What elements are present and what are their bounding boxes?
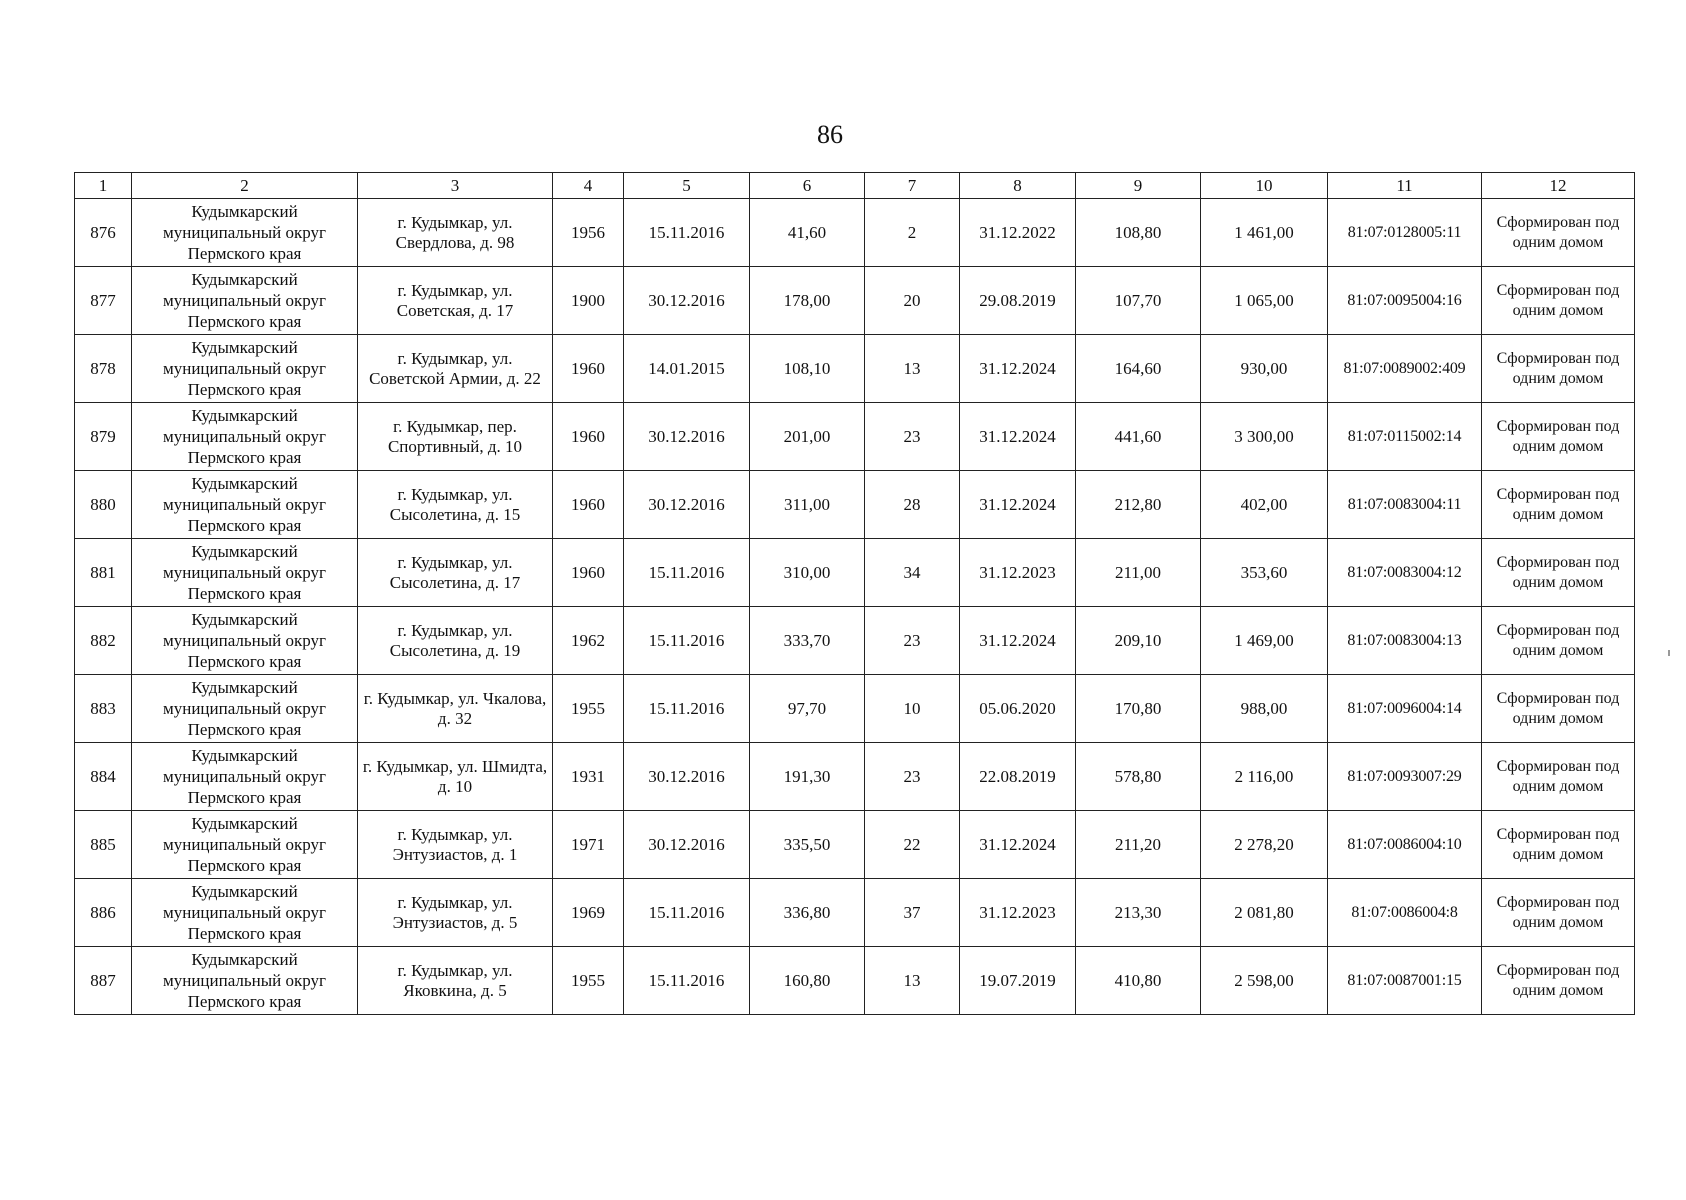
area-cell: 108,10 (750, 335, 865, 403)
value-cell-10: 3 300,00 (1201, 403, 1328, 471)
recognition-date-cell: 30.12.2016 (624, 267, 750, 335)
table-row (75, 743, 1635, 811)
column-number-cell: 11 (1328, 173, 1482, 199)
cadastral-number-cell: 81:07:0096004:14 (1328, 675, 1482, 743)
value-cell-9: 410,80 (1076, 947, 1201, 1015)
value-cell-10: 353,60 (1201, 539, 1328, 607)
residents-count-cell: 20 (865, 267, 960, 335)
land-status-cell: Сформирован под одним домом (1482, 335, 1635, 403)
build-year-cell: 1960 (553, 335, 624, 403)
cadastral-number-cell: 81:07:0083004:11 (1328, 471, 1482, 539)
relocation-date-cell: 31.12.2024 (960, 471, 1076, 539)
column-number-cell: 6 (750, 173, 865, 199)
value-cell-10: 988,00 (1201, 675, 1328, 743)
table-row (75, 199, 1635, 267)
value-cell-9: 209,10 (1076, 607, 1201, 675)
area-cell: 336,80 (750, 879, 865, 947)
municipality-cell: Кудымкарский муниципальный округ Пермского края (132, 879, 358, 947)
value-cell-9: 211,20 (1076, 811, 1201, 879)
row-number-cell: 880 (75, 471, 132, 539)
municipality-cell: Кудымкарский муниципальный округ Пермского края (132, 471, 358, 539)
column-number-row (75, 173, 1635, 199)
value-cell-10: 2 278,20 (1201, 811, 1328, 879)
column-number-cell: 4 (553, 173, 624, 199)
column-number-cell: 5 (624, 173, 750, 199)
table-row (75, 403, 1635, 471)
address-cell: г. Кудымкар, ул. Шмидта, д. 10 (358, 743, 553, 811)
table-row (75, 947, 1635, 1015)
housing-registry-table (74, 172, 1635, 1015)
relocation-date-cell: 31.12.2023 (960, 539, 1076, 607)
value-cell-10: 1 461,00 (1201, 199, 1328, 267)
recognition-date-cell: 15.11.2016 (624, 539, 750, 607)
area-cell: 178,00 (750, 267, 865, 335)
cadastral-number-cell: 81:07:0083004:13 (1328, 607, 1482, 675)
land-status-cell: Сформирован под одним домом (1482, 675, 1635, 743)
value-cell-10: 2 598,00 (1201, 947, 1328, 1015)
municipality-cell: Кудымкарский муниципальный округ Пермского края (132, 267, 358, 335)
build-year-cell: 1969 (553, 879, 624, 947)
table-body (75, 173, 1635, 1015)
row-number-cell: 882 (75, 607, 132, 675)
value-cell-9: 212,80 (1076, 471, 1201, 539)
relocation-date-cell: 31.12.2024 (960, 607, 1076, 675)
value-cell-9: 213,30 (1076, 879, 1201, 947)
municipality-cell: Кудымкарский муниципальный округ Пермского края (132, 811, 358, 879)
residents-count-cell: 2 (865, 199, 960, 267)
table-row (75, 267, 1635, 335)
relocation-date-cell: 05.06.2020 (960, 675, 1076, 743)
recognition-date-cell: 15.11.2016 (624, 607, 750, 675)
relocation-date-cell: 22.08.2019 (960, 743, 1076, 811)
build-year-cell: 1962 (553, 607, 624, 675)
relocation-date-cell: 31.12.2023 (960, 879, 1076, 947)
value-cell-9: 211,00 (1076, 539, 1201, 607)
cadastral-number-cell: 81:07:0083004:12 (1328, 539, 1482, 607)
area-cell: 160,80 (750, 947, 865, 1015)
residents-count-cell: 37 (865, 879, 960, 947)
address-cell: г. Кудымкар, ул. Энтузиастов, д. 1 (358, 811, 553, 879)
residents-count-cell: 23 (865, 743, 960, 811)
table-row (75, 607, 1635, 675)
column-number-cell: 8 (960, 173, 1076, 199)
cadastral-number-cell: 81:07:0093007:29 (1328, 743, 1482, 811)
recognition-date-cell: 15.11.2016 (624, 947, 750, 1015)
build-year-cell: 1955 (553, 947, 624, 1015)
cadastral-number-cell: 81:07:0128005:11 (1328, 199, 1482, 267)
value-cell-10: 1 469,00 (1201, 607, 1328, 675)
build-year-cell: 1900 (553, 267, 624, 335)
land-status-cell: Сформирован под одним домом (1482, 539, 1635, 607)
row-number-cell: 884 (75, 743, 132, 811)
column-number-cell: 9 (1076, 173, 1201, 199)
value-cell-10: 2 081,80 (1201, 879, 1328, 947)
value-cell-10: 2 116,00 (1201, 743, 1328, 811)
cadastral-number-cell: 81:07:0089002:409 (1328, 335, 1482, 403)
row-number-cell: 877 (75, 267, 132, 335)
land-status-cell: Сформирован под одним домом (1482, 811, 1635, 879)
build-year-cell: 1971 (553, 811, 624, 879)
address-cell: г. Кудымкар, ул. Сысолетина, д. 17 (358, 539, 553, 607)
value-cell-9: 170,80 (1076, 675, 1201, 743)
row-number-cell: 885 (75, 811, 132, 879)
value-cell-10: 402,00 (1201, 471, 1328, 539)
municipality-cell: Кудымкарский муниципальный округ Пермского края (132, 335, 358, 403)
recognition-date-cell: 15.11.2016 (624, 675, 750, 743)
address-cell: г. Кудымкар, ул. Сысолетина, д. 15 (358, 471, 553, 539)
address-cell: г. Кудымкар, ул. Советская, д. 17 (358, 267, 553, 335)
relocation-date-cell: 31.12.2022 (960, 199, 1076, 267)
relocation-date-cell: 29.08.2019 (960, 267, 1076, 335)
column-number-cell: 2 (132, 173, 358, 199)
build-year-cell: 1960 (553, 403, 624, 471)
relocation-date-cell: 31.12.2024 (960, 403, 1076, 471)
municipality-cell: Кудымкарский муниципальный округ Пермского края (132, 947, 358, 1015)
page-number: 86 (817, 120, 843, 149)
build-year-cell: 1960 (553, 471, 624, 539)
address-cell: г. Кудымкар, ул. Яковкина, д. 5 (358, 947, 553, 1015)
municipality-cell: Кудымкарский муниципальный округ Пермского края (132, 403, 358, 471)
column-number-cell: 12 (1482, 173, 1635, 199)
address-cell: г. Кудымкар, ул. Советской Армии, д. 22 (358, 335, 553, 403)
area-cell: 310,00 (750, 539, 865, 607)
recognition-date-cell: 30.12.2016 (624, 471, 750, 539)
area-cell: 201,00 (750, 403, 865, 471)
recognition-date-cell: 14.01.2015 (624, 335, 750, 403)
land-status-cell: Сформирован под одним домом (1482, 403, 1635, 471)
area-cell: 191,30 (750, 743, 865, 811)
area-cell: 41,60 (750, 199, 865, 267)
area-cell: 335,50 (750, 811, 865, 879)
column-number-cell: 1 (75, 173, 132, 199)
recognition-date-cell: 30.12.2016 (624, 743, 750, 811)
row-number-cell: 878 (75, 335, 132, 403)
municipality-cell: Кудымкарский муниципальный округ Пермского края (132, 199, 358, 267)
municipality-cell: Кудымкарский муниципальный округ Пермского края (132, 743, 358, 811)
residents-count-cell: 23 (865, 607, 960, 675)
municipality-cell: Кудымкарский муниципальный округ Пермского края (132, 675, 358, 743)
table-row (75, 675, 1635, 743)
cadastral-number-cell: 81:07:0086004:8 (1328, 879, 1482, 947)
residents-count-cell: 13 (865, 335, 960, 403)
land-status-cell: Сформирован под одним домом (1482, 607, 1635, 675)
recognition-date-cell: 30.12.2016 (624, 403, 750, 471)
recognition-date-cell: 15.11.2016 (624, 199, 750, 267)
table-row (75, 335, 1635, 403)
relocation-date-cell: 19.07.2019 (960, 947, 1076, 1015)
build-year-cell: 1955 (553, 675, 624, 743)
value-cell-9: 164,60 (1076, 335, 1201, 403)
build-year-cell: 1956 (553, 199, 624, 267)
table-row (75, 471, 1635, 539)
value-cell-10: 930,00 (1201, 335, 1328, 403)
build-year-cell: 1960 (553, 539, 624, 607)
value-cell-9: 578,80 (1076, 743, 1201, 811)
address-cell: г. Кудымкар, пер. Спортивный, д. 10 (358, 403, 553, 471)
address-cell: г. Кудымкар, ул. Сысолетина, д. 19 (358, 607, 553, 675)
residents-count-cell: 34 (865, 539, 960, 607)
column-number-cell: 3 (358, 173, 553, 199)
municipality-cell: Кудымкарский муниципальный округ Пермского края (132, 539, 358, 607)
row-number-cell: 881 (75, 539, 132, 607)
recognition-date-cell: 15.11.2016 (624, 879, 750, 947)
municipality-cell: Кудымкарский муниципальный округ Пермского края (132, 607, 358, 675)
build-year-cell: 1931 (553, 743, 624, 811)
land-status-cell: Сформирован под одним домом (1482, 471, 1635, 539)
table-row (75, 879, 1635, 947)
relocation-date-cell: 31.12.2024 (960, 811, 1076, 879)
recognition-date-cell: 30.12.2016 (624, 811, 750, 879)
land-status-cell: Сформирован под одним домом (1482, 199, 1635, 267)
table-row (75, 539, 1635, 607)
area-cell: 311,00 (750, 471, 865, 539)
residents-count-cell: 13 (865, 947, 960, 1015)
row-number-cell: 886 (75, 879, 132, 947)
address-cell: г. Кудымкар, ул. Свердлова, д. 98 (358, 199, 553, 267)
value-cell-9: 107,70 (1076, 267, 1201, 335)
land-status-cell: Сформирован под одним домом (1482, 267, 1635, 335)
column-number-cell: 10 (1201, 173, 1328, 199)
relocation-date-cell: 31.12.2024 (960, 335, 1076, 403)
residents-count-cell: 10 (865, 675, 960, 743)
land-status-cell: Сформирован под одним домом (1482, 879, 1635, 947)
value-cell-9: 108,80 (1076, 199, 1201, 267)
residents-count-cell: 22 (865, 811, 960, 879)
table-row (75, 811, 1635, 879)
cadastral-number-cell: 81:07:0115002:14 (1328, 403, 1482, 471)
value-cell-10: 1 065,00 (1201, 267, 1328, 335)
cadastral-number-cell: 81:07:0095004:16 (1328, 267, 1482, 335)
residents-count-cell: 28 (865, 471, 960, 539)
value-cell-9: 441,60 (1076, 403, 1201, 471)
cadastral-number-cell: 81:07:0086004:10 (1328, 811, 1482, 879)
address-cell: г. Кудымкар, ул. Энтузиастов, д. 5 (358, 879, 553, 947)
area-cell: 333,70 (750, 607, 865, 675)
address-cell: г. Кудымкар, ул. Чкалова, д. 32 (358, 675, 553, 743)
land-status-cell: Сформирован под одним домом (1482, 947, 1635, 1015)
scan-artifact-mark (1668, 650, 1670, 656)
residents-count-cell: 23 (865, 403, 960, 471)
row-number-cell: 879 (75, 403, 132, 471)
land-status-cell: Сформирован под одним домом (1482, 743, 1635, 811)
row-number-cell: 876 (75, 199, 132, 267)
row-number-cell: 887 (75, 947, 132, 1015)
area-cell: 97,70 (750, 675, 865, 743)
column-number-cell: 7 (865, 173, 960, 199)
cadastral-number-cell: 81:07:0087001:15 (1328, 947, 1482, 1015)
row-number-cell: 883 (75, 675, 132, 743)
